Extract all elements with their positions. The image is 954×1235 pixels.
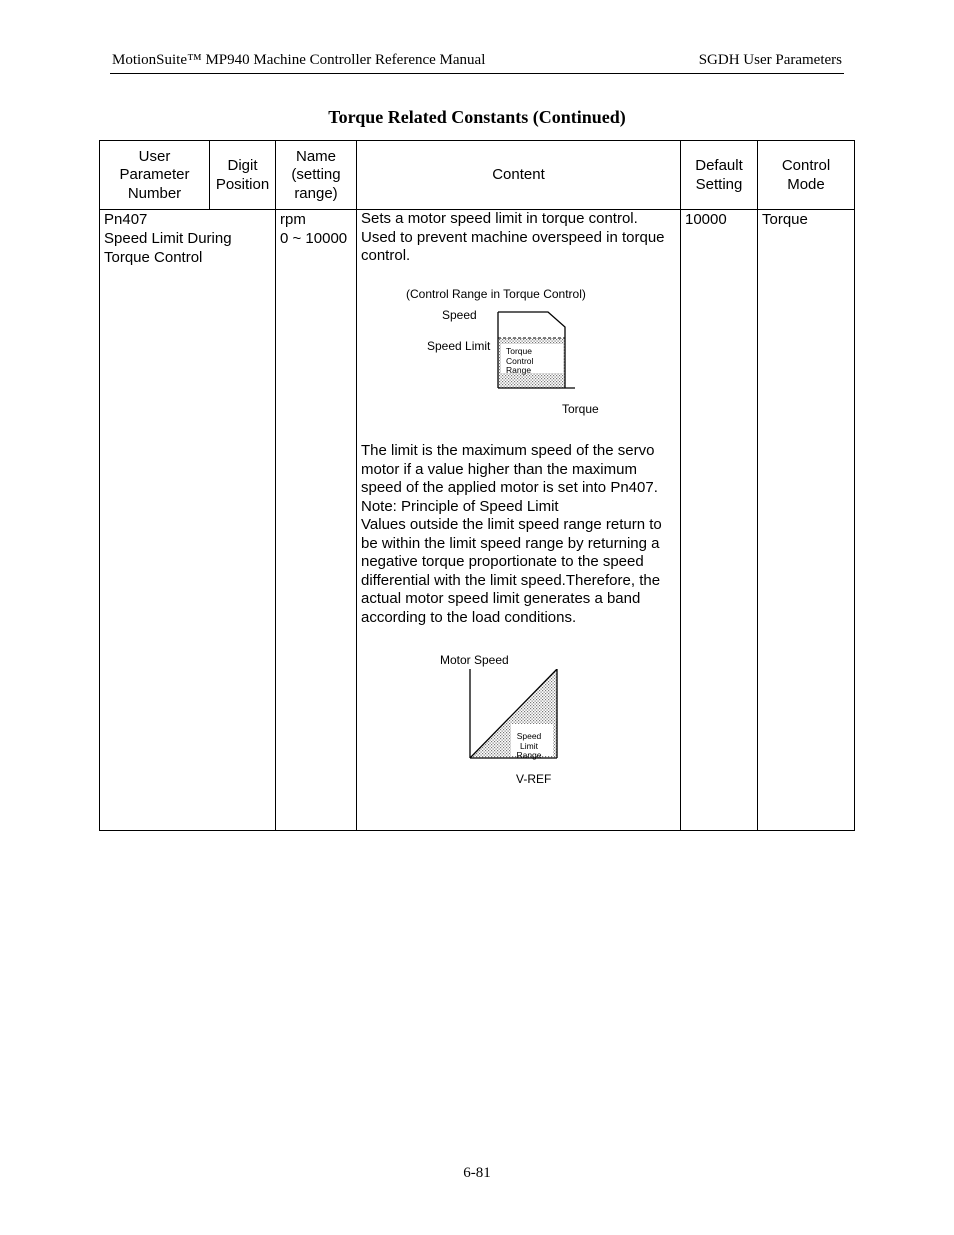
torque-control-range-figure (357, 285, 680, 425)
header-user-parameter-number: User Parameter Number (119, 147, 190, 202)
header-control-mode: Control Mode (781, 157, 831, 193)
cell-default-setting: 10000 (685, 211, 727, 228)
figure1-speed-limit-label: Speed Limit (427, 339, 491, 353)
header-section-title: SGDH User Parameters (698, 52, 842, 68)
divider-digit-name (275, 141, 276, 830)
figure2-region-label: Speed Limit Range (516, 731, 542, 760)
speed-limit-range-figure (357, 651, 680, 791)
page-number: 6-81 (463, 1165, 491, 1181)
figure2-motor-speed-label: Motor Speed (440, 653, 509, 667)
figure2-vref-label: V-REF (516, 772, 552, 786)
divider-default-mode (757, 141, 758, 830)
figure1-speed-label: Speed (442, 308, 477, 322)
page-title: Torque Related Constants (Continued) (328, 107, 626, 127)
cell-control-mode: Torque (762, 211, 808, 228)
cell-content (357, 210, 680, 830)
header-content: Content (492, 166, 545, 184)
parameter-table (99, 140, 855, 831)
cell-setting-range: rpm 0 ~ 10000 (280, 211, 348, 247)
header-name-setting-range: Name (setting range) (291, 147, 341, 202)
divider-content-default (680, 141, 681, 830)
figure1-torque-label: Torque (562, 402, 599, 416)
figure1-region-label: Torque Control Range (506, 346, 534, 375)
header-digit-position: Digit Position (215, 157, 270, 193)
figure1-caption: (Control Range in Torque Control) (406, 287, 586, 301)
header-default-setting: Default Setting (695, 157, 743, 193)
header-manual-title: MotionSuite™ MP940 Machine Controller Reference Manual (112, 52, 486, 68)
header-rule (110, 73, 844, 74)
content-intro: Sets a motor speed limit in torque control. Used to prevent machine overspeed in torque control. (361, 210, 665, 264)
cell-parameter-number: Pn407 Speed Limit During Torque Control (104, 211, 232, 266)
content-body: The limit is the maximum speed of the servo motor if a value higher than the maximum speed of the applied motor is set into Pn407. Note: Principle of Speed Limit Values outside the limit speed range return to be within the limit speed range by returning a negative torque proportionate to the speed differential with the limit speed.Therefore, the actual motor speed limit generates a band according to the load conditions. (361, 442, 662, 626)
